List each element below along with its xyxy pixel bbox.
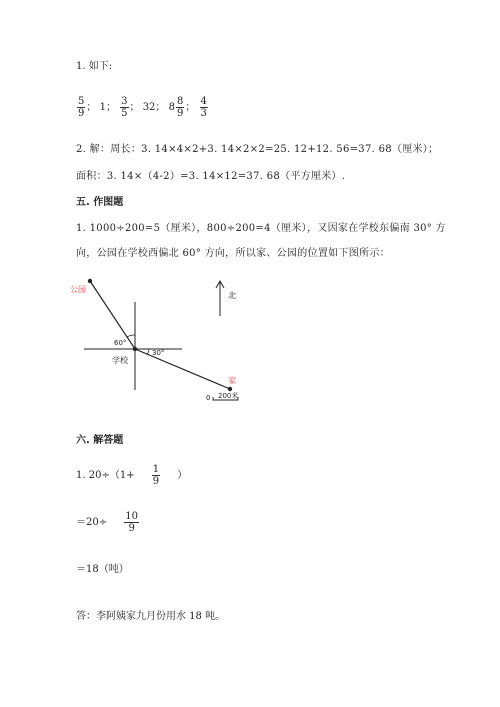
q2-line2: 面积：3. 14×（4-2）=3. 14×12=37. 68（平方厘米）. bbox=[76, 171, 346, 182]
fraction: $\frac{10}{9}$ bbox=[125, 511, 139, 534]
home-label: 家 bbox=[228, 376, 236, 385]
home-point bbox=[228, 387, 232, 391]
fraction: $\frac{4}{3}$ bbox=[200, 96, 207, 119]
answer-value: 1 bbox=[99, 101, 106, 113]
school-label: 学校 bbox=[112, 356, 128, 365]
q2-line1: 2. 解：周长：3. 14×4×2+3. 14×2×2=25. 12+12. 56=37. 68（厘米）； bbox=[76, 144, 439, 155]
section6-title: 六. 解答题 bbox=[76, 435, 124, 446]
fraction: $\frac{1}{9}$ bbox=[152, 464, 160, 487]
separator: ； bbox=[185, 101, 196, 113]
fraction: $\frac{3}{5}$ bbox=[121, 96, 128, 119]
park-point bbox=[88, 279, 92, 283]
final-answer: 答：李阿姨家九月份用水 18 吨。 bbox=[76, 611, 226, 622]
separator: ； bbox=[129, 101, 140, 113]
step2-row bbox=[76, 511, 140, 534]
section5-line2: 向，公园在学校西偏北 60° 方向，所以家、公园的位置如下图所示： bbox=[76, 248, 390, 259]
park-line bbox=[90, 281, 135, 349]
north-label: 北 bbox=[228, 291, 236, 300]
step2-prefix: ＝20÷ bbox=[76, 516, 108, 528]
fraction: $\frac{5}{9}$ bbox=[78, 96, 85, 119]
scale-unit: 200米 bbox=[218, 392, 239, 400]
location-diagram bbox=[70, 276, 260, 410]
angle-60-label: 60° bbox=[114, 339, 127, 347]
step3: ＝18（吨） bbox=[76, 564, 129, 575]
separator: ； bbox=[155, 101, 166, 113]
mixed-whole: 8 bbox=[168, 101, 175, 113]
fraction: $\frac{8}{9}$ bbox=[176, 96, 184, 119]
q1-label: 1. 如下: bbox=[76, 61, 113, 72]
separator: ； bbox=[86, 101, 97, 113]
step1-suffix: ） bbox=[177, 469, 188, 481]
section5-title: 五. 作图题 bbox=[76, 197, 124, 208]
angle-30-label: 30° bbox=[152, 349, 165, 357]
park-label: 公园 bbox=[70, 285, 86, 294]
section5-line1: 1. 1000÷200=5（厘米），800÷200=4（厘米），又因家在学校东偏南 30° 方 bbox=[76, 223, 446, 234]
angle-60-arc bbox=[127, 335, 135, 337]
step1-row bbox=[76, 464, 187, 487]
home-line bbox=[135, 349, 230, 389]
scale-zero: 0 bbox=[206, 394, 211, 402]
school-point bbox=[133, 347, 137, 351]
q1-answer-row bbox=[76, 96, 209, 119]
step1-prefix: 1. 20÷（1+ bbox=[76, 469, 135, 481]
separator: ； bbox=[105, 101, 116, 113]
answer-value: 32 bbox=[142, 101, 156, 113]
